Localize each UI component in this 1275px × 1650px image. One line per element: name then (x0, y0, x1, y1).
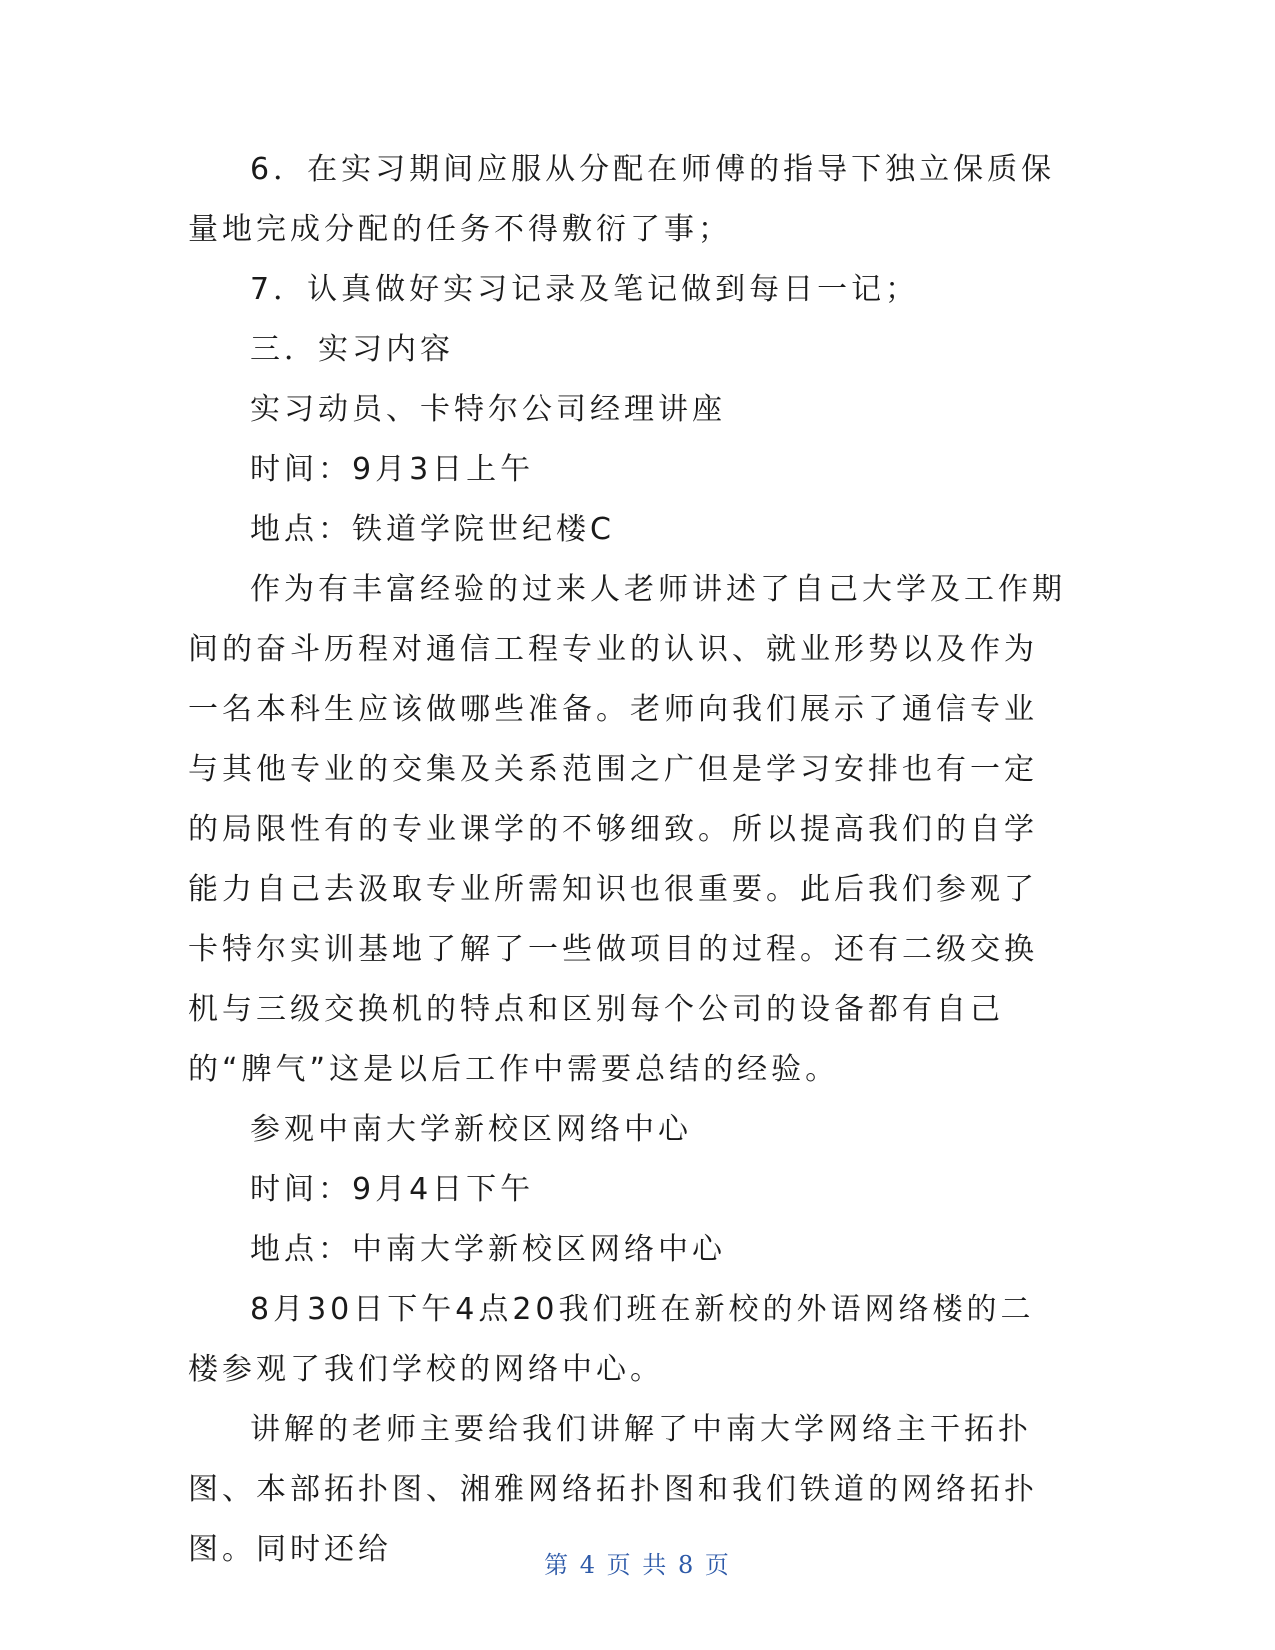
visit-time: 时间：9月4日下午 (250, 1172, 535, 1207)
section-heading: 三．实习内容 (250, 332, 454, 367)
document-body (188, 140, 1068, 1580)
page-number-footer: 第 4 页 共 8 页 (544, 1551, 731, 1579)
lecture-description: 作为有丰富经验的过来人老师讲述了自己大学及工作期间的奋斗历程对通信工程专业的认识、就业形势以及作为一名本科生应该做哪些准备。老师向我们展示了通信专业与其他专业的交集及关系范围之广但是学习安排也有一定的局限性有的专业课学的不够细致。所以提高我们的自学能力自己去汲取专业所需知识也很重要。此后我们参观了卡特尔实训基地了解了一些做项目的过程。还有二级交换机与三级交换机的特点和区别每个公司的设备都有自己的“脾气”这是以后工作中需要总结的经验。 (188, 572, 1066, 1087)
paragraph-rule-7: 7．认真做好实习记录及笔记做到每日一记； (250, 272, 920, 307)
lecture-time: 时间：9月3日上午 (250, 452, 535, 487)
visit-location: 地点：中南大学新校区网络中心 (250, 1232, 726, 1267)
subheading-lecture: 实习动员、卡特尔公司经理讲座 (250, 392, 726, 427)
topology-description: 讲解的老师主要给我们讲解了中南大学网络主干拓扑图、本部拓扑图、湘雅网络拓扑图和我们铁道的网络拓扑图。同时还给 (188, 1412, 1038, 1567)
visit-description: 8月30日下午4点20我们班在新校的外语网络楼的二楼参观了我们学校的网络中心。 (188, 1292, 1035, 1387)
paragraph-rule-6: 6．在实习期间应服从分配在师傅的指导下独立保质保量地完成分配的任务不得敷衍了事； (188, 152, 1056, 247)
lecture-location: 地点：铁道学院世纪楼C (250, 512, 615, 547)
subheading-network-center: 参观中南大学新校区网络中心 (250, 1112, 692, 1147)
